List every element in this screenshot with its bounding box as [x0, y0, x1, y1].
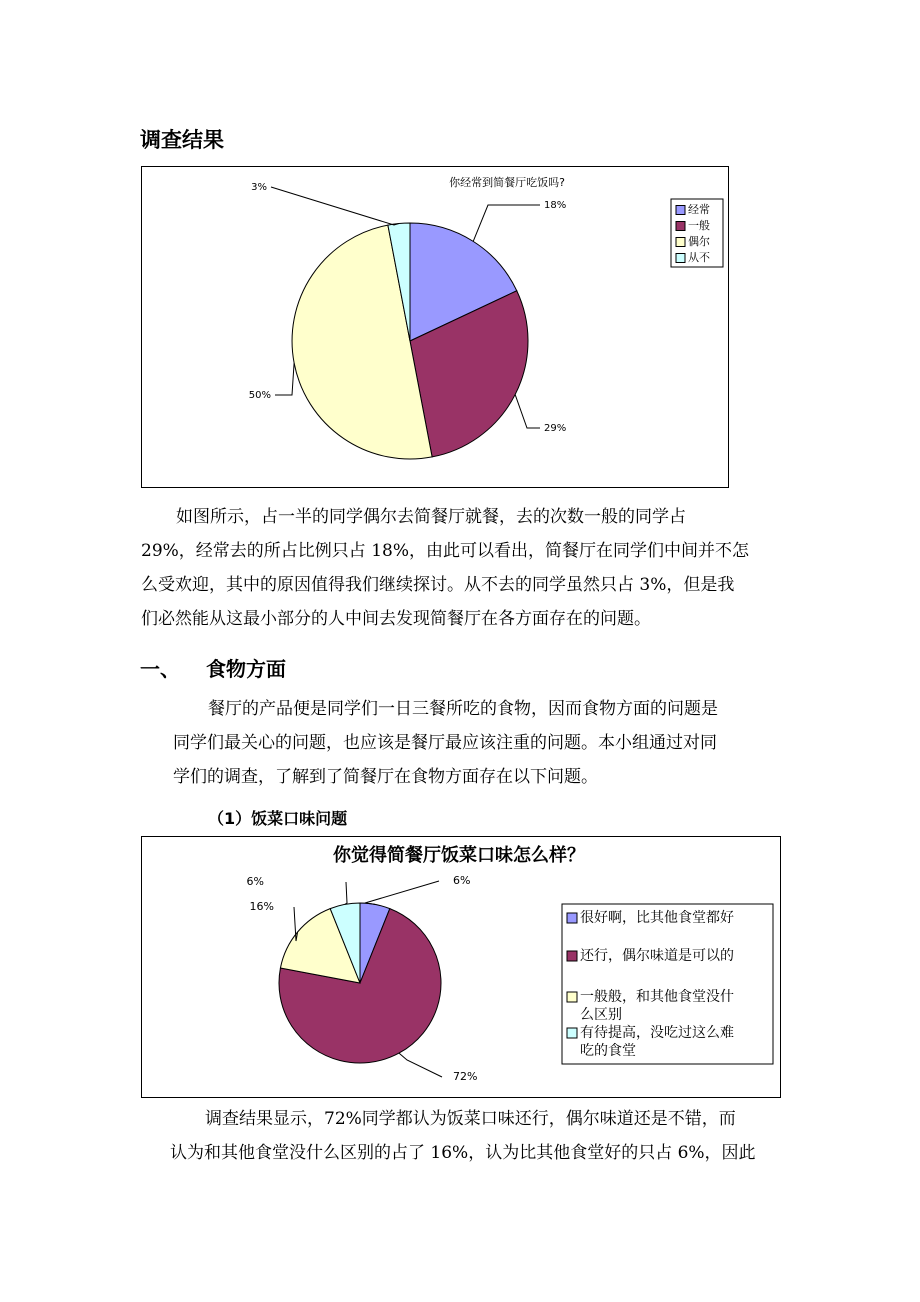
- paragraph-3: [170, 1102, 756, 1170]
- legend-swatch: [676, 254, 685, 263]
- legend-label: 很好啊，比其他食堂都好: [580, 910, 734, 926]
- legend-label: 从不: [688, 251, 710, 264]
- legend-label: 么区别: [580, 1007, 622, 1023]
- paragraph-line: 么受欢迎，其中的原因值得我们继续探讨。从不去的同学虽然只占 3%，但是我: [141, 575, 735, 595]
- chart-frequency-svg: [142, 167, 728, 487]
- page-title: 调查结果: [140, 128, 224, 152]
- paragraph-2: [173, 692, 718, 794]
- paragraph-line: 们必然能从这最小部分的人中间去发现简餐厅在各方面存在的问题。: [141, 609, 651, 629]
- paragraph-line: 29%，经常去的所占比例只占 18%，由此可以看出，简餐厅在同学们中间并不怎: [141, 541, 749, 561]
- leader-line: [365, 881, 439, 904]
- data-label: 50%: [248, 390, 271, 401]
- leader-line: [271, 187, 399, 225]
- legend-label: 有待提高，没吃过这么难: [580, 1025, 734, 1041]
- data-label: 3%: [251, 182, 267, 193]
- data-label: 6%: [246, 875, 264, 888]
- leader-line: [399, 1053, 442, 1077]
- chart-taste: [141, 836, 781, 1098]
- legend-label: 经常: [688, 203, 710, 216]
- data-label: 29%: [544, 423, 567, 434]
- subsection-title: （1）饭菜口味问题: [208, 809, 348, 828]
- legend-swatch: [676, 206, 685, 215]
- chart-frequency: [141, 166, 729, 488]
- legend-label: 一般: [688, 219, 710, 232]
- legend-swatch: [676, 238, 685, 247]
- paragraph-line: 学们的调查，了解到了简餐厅在食物方面存在以下问题。: [173, 767, 598, 787]
- paragraph-line: 如图所示，占一半的同学偶尔去简餐厅就餐，去的次数一般的同学占: [176, 507, 686, 527]
- data-label: 16%: [249, 900, 274, 913]
- legend-swatch: [567, 992, 577, 1002]
- legend-swatch: [567, 1028, 577, 1038]
- leader-line: [275, 363, 294, 395]
- data-label: 18%: [544, 200, 567, 211]
- legend-label: 偶尔: [688, 235, 710, 248]
- paragraph-line: 调查结果显示，72%同学都认为饭菜口味还行，偶尔味道还是不错，而: [205, 1109, 736, 1129]
- paragraph-line: 同学们最关心的问题，也应该是餐厅最应该注重的问题。本小组通过对同: [173, 733, 717, 753]
- legend-swatch: [567, 913, 577, 923]
- data-label: 72%: [453, 1070, 478, 1083]
- data-label: 6%: [453, 874, 471, 887]
- legend-label: 一般般，和其他食堂没什: [580, 989, 734, 1005]
- legend-label: 还行，偶尔味道是可以的: [580, 948, 734, 964]
- paragraph-line: 认为和其他食堂没什么区别的占了 16%，认为比其他食堂好的只占 6%，因此: [170, 1143, 756, 1163]
- leader-line: [345, 882, 347, 904]
- paragraph-1: [141, 500, 749, 636]
- chart-title: 你经常到简餐厅吃饭吗?: [449, 176, 565, 189]
- legend-label: 吃的食堂: [580, 1043, 636, 1059]
- leader-line: [473, 205, 540, 241]
- chart-taste-svg: [142, 837, 780, 1097]
- section-title: 食物方面: [206, 657, 286, 681]
- paragraph-line: 餐厅的产品便是同学们一日三餐所吃的食物，因而食物方面的问题是: [208, 699, 718, 719]
- leader-line: [515, 395, 540, 428]
- chart-title: 你觉得简餐厅饭菜口味怎么样？: [333, 845, 585, 866]
- legend-swatch: [676, 222, 685, 231]
- section-number: 一、: [140, 657, 180, 681]
- legend-swatch: [567, 951, 577, 961]
